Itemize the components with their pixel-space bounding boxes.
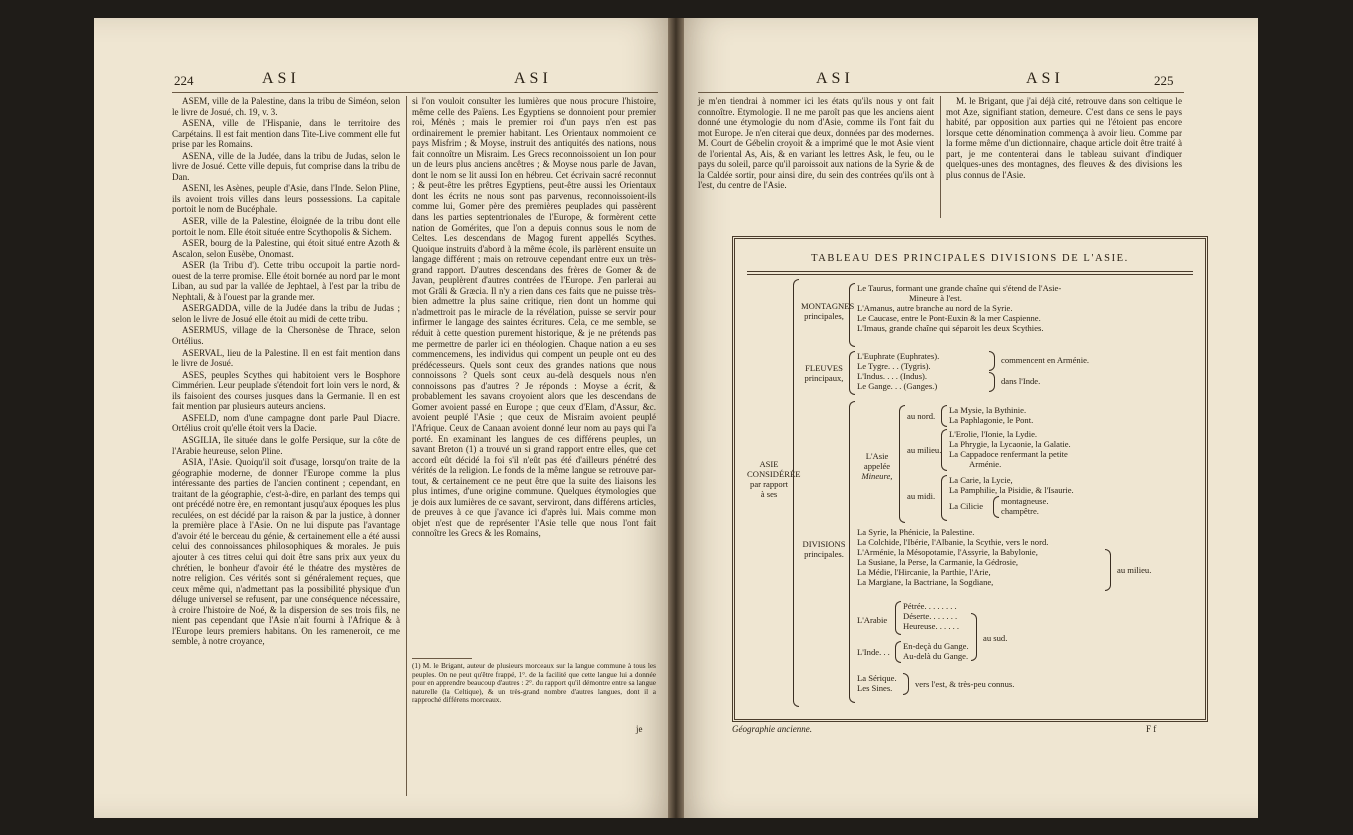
fleuve-row bbox=[857, 361, 939, 371]
region-item: L'Erolie, l'Ionie, la Lydie. bbox=[949, 429, 1038, 439]
footnote-rule bbox=[412, 658, 472, 659]
brace bbox=[899, 405, 905, 523]
entry-paragraph: ASENI, les Asènes, peuple d'Asie, dans l'Inde. Selon Pline, ils avoient trois villes dans leurs possessions. La capitale portoit le nom de Bucéphale. bbox=[172, 183, 400, 215]
montagne-item: Mineure à l'est. bbox=[909, 293, 962, 303]
right-page bbox=[676, 18, 1258, 818]
region-item: Arménie. bbox=[969, 459, 1002, 469]
brace bbox=[989, 372, 995, 392]
entry-paragraph: ASENA, ville de la Judée, dans la tribu de Judas, selon le livre de Josué. Cette ville depuis, fut comprise dans la tribu de Dan. bbox=[172, 150, 400, 182]
brace bbox=[1105, 549, 1111, 591]
arabie-item: Pétrée. . . . . . . . bbox=[903, 601, 957, 611]
brace bbox=[941, 405, 947, 427]
fleuve-name: Le Gange. . . bbox=[857, 381, 902, 391]
label-line: DIVISIONS bbox=[802, 539, 846, 549]
region-item: La Paphlagonie, le Pont. bbox=[949, 415, 1034, 425]
entry-paragraph: ASER, bourg de la Palestine, qui étoit situé entre Azoth & Ascalon, selon Eusèbe, Onomast. bbox=[172, 238, 400, 259]
montagne-item: L'Amanus, autre branche au nord de la Syrie. bbox=[857, 303, 1013, 313]
brace bbox=[895, 641, 901, 663]
label-line: principales. bbox=[804, 549, 844, 559]
footnote: (1) M. le Brigant, auteur de plusieurs morceaux sur la langue commune à tous les peuples. On ne peut qu'être frappé, 1°. de la facilité que cette langue lui a donnée pour en apprendre beaucoup d'autres : 2°. du rapport qu'il démontre entre sa langue naturelle (la Celtique), & un très-grand nombre d'autres langues, dont il a rapproché différens morceaux. bbox=[412, 661, 656, 705]
region-label: au nord. bbox=[907, 411, 936, 421]
entry-paragraph: ASES, peuples Scythes qui habitoient vers le Bosphore Cimmérien. Leur peuplade s'étendoit fort loin vers le nord, & ils faisoient des courses jusques dans la Germanie. Il en est fait mention par plusieurs auteurs anciens. bbox=[172, 369, 400, 412]
region-label: au milieu. bbox=[1117, 565, 1152, 575]
entry-paragraph: ASER, ville de la Palestine, éloignée de la tribu dont elle portoit le nom. Elle étoit située entre Scythopolis & Sichem. bbox=[172, 216, 400, 237]
label-line: appelée bbox=[863, 461, 891, 471]
root-line: à ses bbox=[760, 489, 778, 499]
label-line: FLEUVES bbox=[805, 363, 843, 373]
root-line: CONSIDÉRÉE bbox=[747, 469, 801, 479]
table-root-label bbox=[747, 459, 801, 499]
fleuve-name: Le Tygre. . . bbox=[857, 361, 899, 371]
page-number: 225 bbox=[1154, 73, 1174, 88]
brace bbox=[793, 279, 799, 707]
region-item: La Carie, la Lycie, bbox=[949, 475, 1013, 485]
book-gutter bbox=[668, 18, 684, 818]
divisions-label bbox=[801, 539, 847, 559]
entry-paragraph: ASEM, ville de la Palestine, dans la tribu de Siméon, selon le livre de Josué, ch. 19, v. 3. bbox=[172, 96, 400, 117]
fleuves-label bbox=[801, 363, 847, 383]
montagnes-list bbox=[857, 283, 1061, 333]
arabie-list bbox=[903, 601, 959, 631]
column-rule bbox=[940, 96, 941, 218]
brace bbox=[941, 429, 947, 471]
montagne-item: L'Imaus, grande chaîne qui séparoit les deux Scythies. bbox=[857, 323, 1044, 333]
region-item: La Mysie, la Bythinie. bbox=[949, 405, 1027, 415]
entry-paragraph: ASER (la Tribu d'). Cette tribu occupoit la partie nord-ouest de la terre promise. Elle étoit bornée au nord par le mont Liban, au sud par la vallée de Jephtael, à l'est par la tribu de Nephtali, & à l'ouest par la grande mer. bbox=[172, 260, 400, 302]
brace bbox=[903, 673, 909, 695]
left-page bbox=[94, 18, 676, 818]
label-line: principaux, bbox=[804, 373, 844, 383]
region-item: La Pamphilie, la Pisidie, & l'Isaurie. bbox=[949, 485, 1074, 495]
entry-paragraph: si l'on vouloit consulter les lumières que nous procure l'histoire, même celle des Païens. Les Egyptiens se donnoient pour premier roi, Ménès ; mais le premier roi d'un pays n'en est pas ordinairement le premier habitant. Les Orientaux nommoient ce pays Misfrim ; & Moyse, instruit des antiquités des nations, nous fait connoître un Misraim. Les Grecs reconnoissoient un Ion pour un de leurs plus anciens ancêtres ; & Moyse nous parle de Javan, dont le nom se lit aussi Ion en hébreu. Cet écrivain sacré reconnut ; & peut-être les prêtres Egyptiens, peut-être aussi les Orientaux dont les écrits ne nous sont pas parvenus, reconnoissoient-ils comme lui, Gomer père des premières peuplades qui passèrent dans les parties septentrionales de l'Europe, & formèrent cette nation de Gomérites, que l'on a depuis connus sous le nom de Celtes. Les descendans de Magog furent appellés Scythes. Quoique instruits d'abord à la même école, ils parlèrent ensuite un langage différent ; mais on retrouve cependant entre eux un très-grand rapport. D'autres descendans des frères de Gomer & de Javan, peuplèrent d'autres contrées de l'Europe. J'en parlerai au mot Grāli & Græcia. Il n'y a rien dans ces faits que ne puisse très-bien admettre la plus saine critique, rien dont un homme qui n'admettroit pas le miracle de la révélation, puisse se servir pour infirmer le langage des saintes écritures. Cela, ce me semble, se réduit à cette question purement historique, & je ne prétends pas me permettre de parler ici en théologien. Chaque nation a eu ses commencemens, les individus qui compent un peuple ont eu des prédécesseurs. Quels sont ceux des grandes nations que nous connoissons ? Quels sont ceux au-delà desquels nous n'en connoissons pas d'autres ? Je réponds : Moyse a écrit, & probablement les savans croyoient alors que les descendans de Gomer avoient passé en Europe ; que ceux d'Elam, d'Assur, &c. avoient peuplé l'Asie ; que ceux de Misraim avoient peuplé l'Afrique. Ceux de Canaan avoient donné leur nom au pays qui l'a porté. En examinant les langues de ces différens peuples, un savant Breton (1) a trouvé un si grand rapport entre elles, que cet accord eût décidé la foi s'il n'eût pas été d'ailleurs pénétré des vérités de la religion. Le fonds de la même langue se retrouve par-tout, & certainement ce ne peut être que la suite des liaisons les plus intimes, d'une origine commune. Quelques étymologies que je dois aux lumières de ce savant, serviront, dans différens articles, de preuves à ce que j'avance ici d'après lui. Mais comme mon objet n'est que de représenter l'Asie telle que nous l'ont fait connoître les Grecs & les Romains, bbox=[412, 96, 656, 539]
region-item: La Cappadoce renfermant la petite bbox=[949, 449, 1068, 459]
au-milieu-list bbox=[949, 429, 1071, 469]
fleuve-name: L'Euphrate bbox=[857, 351, 895, 361]
serique-note: vers l'est, & très-peu connus. bbox=[915, 679, 1015, 689]
text-column-2 bbox=[412, 96, 656, 656]
region-label: au milieu. bbox=[907, 445, 942, 455]
fleuve-latin: (Ganges.) bbox=[903, 381, 938, 391]
label-line: Mineure, bbox=[861, 471, 893, 481]
paragraph: M. le Brigant, que j'ai déjà cité, retrouve dans son celtique le mot Aze, signifiant station, demeure. C'est dans ce sens le pays habité, par opposition aux parties qui ne l'étoient pas encore lorsque cette dénomination commença à avoir lieu. Comme par la forme même d'un dictionnaire, chaque article doit être traité à part, je me contenterai dans le tableau suivant d'indiquer quelques-unes des montagnes, des fleuves & des divisions les plus connus de l'Asie. bbox=[946, 96, 1182, 180]
column-rule bbox=[406, 96, 407, 796]
entry-paragraph: ASERGADDA, ville de la Judée dans la tribu de Judas ; selon le livre de Josué elle étoit au midi de cette tribu. bbox=[172, 303, 400, 324]
region-item: La Médie, l'Hircanie, la Parthie, l'Arie, bbox=[857, 567, 991, 577]
fleuve-row bbox=[857, 371, 939, 381]
running-header: ASI bbox=[514, 70, 552, 87]
asie-mineure-label bbox=[857, 451, 897, 481]
serique-item: La Sérique. bbox=[857, 673, 897, 683]
signature-footer: Géographie ancienne. bbox=[732, 724, 812, 734]
text-column-2 bbox=[946, 96, 1182, 181]
region-item: La Colchide, l'Ibérie, l'Albanie, la Scythie, vers le nord. bbox=[857, 537, 1049, 547]
inde-item: En-deçà du Gange. bbox=[903, 641, 969, 651]
entry-paragraph: ASENA, ville de l'Hispanie, dans le territoire des Carpétains. Il est fait mention dans Tite-Live comment elle fut prise par les Romains. bbox=[172, 118, 400, 150]
serique-item: Les Sines. bbox=[857, 683, 893, 693]
serique-list bbox=[857, 673, 897, 693]
fleuves-note: commencent en Arménie. bbox=[1001, 355, 1090, 365]
brace bbox=[989, 351, 995, 371]
fleuves-note: dans l'Inde. bbox=[1001, 376, 1041, 386]
region-item: La Margiane, la Bactriane, la Sogdiane, bbox=[857, 577, 994, 587]
inde-label: L'Inde. . . bbox=[857, 647, 890, 657]
label-line: L'Asie bbox=[865, 451, 889, 461]
inde-item: Au-delà du Gange. bbox=[903, 651, 969, 661]
root-line: par rapport bbox=[750, 479, 788, 489]
label-line: principales, bbox=[804, 311, 844, 321]
cilicie-type: montagneuse. bbox=[1001, 496, 1049, 506]
cilicie-type: champêtre. bbox=[1001, 506, 1039, 516]
arabie-item: Heureuse. . . . . . bbox=[903, 621, 960, 631]
region-item: L'Arménie, la Mésopotamie, l'Assyrie, la Babylonie, bbox=[857, 547, 1038, 557]
fleuve-latin: (Tygris). bbox=[900, 361, 931, 371]
header-rule bbox=[172, 92, 658, 93]
table-rule bbox=[747, 274, 1193, 275]
fleuve-latin: (Euphrates). bbox=[896, 351, 940, 361]
running-header: ASI bbox=[816, 70, 854, 87]
text-column-1 bbox=[698, 96, 934, 192]
fleuve-name: L'Indus. . . . bbox=[857, 371, 898, 381]
entry-paragraph: ASIA, l'Asie. Quoiqu'il soit d'usage, lorsqu'on traite de la géographie moderne, de donner l'Europe comme la plus intéressante des parties de l'ancien continent ; cependant, en traitant de la géographie, c'est-à-dire, en parlant des temps qui ont précédé notre ère, en remontant jusqu'aux époques les plus reculées, on est décidé par la raison & par la justice, à donner la première place à l'Asie. On ne lui dispute pas l'avantage d'avoir été le berceau du génie, & certainement elle a été aussi celui des connoissances philosophiques & morales. Je puis ajouter à ces titres celui qui doit être sans prix aux yeux du chrétien, le bonheur d'avoir été le théatre des mystères de notre religion. Ces vérités sont si généralement reçues, que ceux même qui, n'admettant pas la possibilité physique d'un déluge universel se refusent, par une conséquence nécessaire, à croire l'histoire de Noé, & la dispersion de ses trois fils, ne nient pas cependant que l'Asie n'ait fourni à l'Afrique & à l'Europe leurs premiers habitans. On les rameneroit, ce me semble, à notre croyance, bbox=[172, 457, 400, 647]
brace bbox=[971, 613, 977, 661]
text-column-1 bbox=[172, 96, 400, 796]
montagnes-label bbox=[801, 301, 855, 321]
cilicie-types bbox=[1001, 496, 1049, 516]
region-label: au midi. bbox=[907, 491, 936, 501]
brace bbox=[849, 351, 855, 395]
running-header: ASI bbox=[1026, 70, 1064, 87]
paragraph: je m'en tiendrai à nommer ici les états qu'ils nous y ont fait connoître. Etymologie. Il ne me paroît pas que les anciens aient donné une étymologie du nom d'Asie, comme ils l'ont fait du mot Europe. Je n'en citerai que deux, données par des modernes. M. Court de Gébelin croyoit & a imprimé que le mot Asie vient de l'oriental As, Ais, & en variant les lettres Ask, le feu, ou le pays du soleil, parce qu'il paroissoit aux nations de la Syrie & de la Caldée sortir, pour ainsi dire, du sein des contrées qu'ils ont à l'est, du centre de l'Asie. bbox=[698, 96, 934, 191]
root-line: ASIE bbox=[759, 459, 779, 469]
montagne-item: Le Taurus, formant une grande chaîne qui s'étend de l'Asie- bbox=[857, 283, 1062, 293]
entry-paragraph: ASERMUS, village de la Chersonèse de Thrace, selon Ortélius. bbox=[172, 325, 400, 347]
running-header: ASI bbox=[262, 70, 300, 87]
region-item: La Phrygie, la Lycaonie, la Galatie. bbox=[949, 439, 1071, 449]
page-number: 224 bbox=[174, 73, 194, 88]
fleuve-row bbox=[857, 381, 939, 391]
entry-paragraph: ASFELD, nom d'une campagne dont parle Paul Diacre. Ortélius croit qu'elle étoit vers la Dacie. bbox=[172, 412, 400, 434]
montagne-item: Le Caucase, entre le Pont-Euxin & la mer Caspienne. bbox=[857, 313, 1041, 323]
signature-mark: F f bbox=[1146, 724, 1157, 734]
fleuve-row bbox=[857, 351, 939, 361]
table-rule bbox=[747, 271, 1193, 272]
entry-paragraph: ASERVAL, lieu de la Palestine. Il en est fait mention dans le livre de Josué. bbox=[172, 347, 400, 369]
catchword: je bbox=[636, 724, 643, 734]
au-nord-list bbox=[949, 405, 1033, 425]
region-item: La Susiane, la Perse, la Carmanie, la Gédrosie, bbox=[857, 557, 1019, 567]
fleuve-latin: (Indus). bbox=[900, 371, 928, 381]
brace bbox=[941, 475, 947, 521]
arabie-label: L'Arabie bbox=[857, 615, 888, 625]
label-line: MONTAGNES bbox=[801, 301, 855, 311]
brace bbox=[895, 601, 901, 635]
brace bbox=[993, 496, 999, 518]
au-midi-list bbox=[949, 475, 1074, 495]
cilicie-label: La Cilicie bbox=[949, 501, 984, 511]
entry-paragraph: ASGILIA, île située dans le golfe Persique, sur la côte de l'Arabie heureuse, selon Pline. bbox=[172, 434, 400, 456]
arabie-item: Déserte. . . . . . . bbox=[903, 611, 958, 621]
header-rule bbox=[698, 92, 1184, 93]
fleuves-list bbox=[857, 351, 939, 391]
region-label: au sud. bbox=[983, 633, 1008, 643]
table-title: TABLEAU DES PRINCIPALES DIVISIONS DE L'ASIE. bbox=[811, 253, 1129, 264]
brace bbox=[849, 401, 855, 703]
divisions-table bbox=[732, 236, 1208, 722]
inde-list bbox=[903, 641, 969, 661]
region-item: La Syrie, la Phénicie, la Palestine. bbox=[857, 527, 975, 537]
brace bbox=[849, 283, 855, 347]
middle-regions bbox=[857, 527, 1048, 587]
